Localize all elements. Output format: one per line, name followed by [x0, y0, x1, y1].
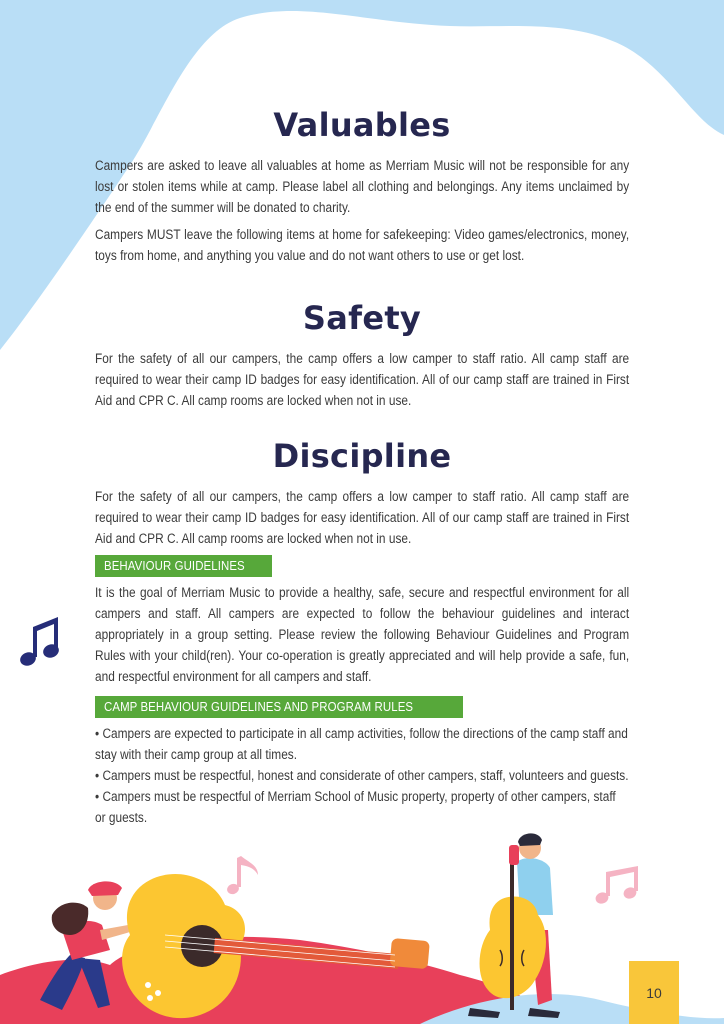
safety-paragraph: For the safety of all our campers, the camp offers a low camper to staff ratio. All camp staff are required to wear their camp ID badges for easy identification. All of our camp staff are trained in First Aid and CPR C. All camp rooms are locked when not in use. — [95, 351, 630, 408]
list-item: • Campers are expected to participate in all camp activities, follow the directions of the camp staff and stay with their camp group at all times. — [95, 726, 628, 762]
valuables-paragraph-2: Campers MUST leave the following items at home for safekeeping: Video games/electronics, money, toys from home, and anything you value and do not want others to use or get lost. — [95, 227, 630, 263]
list-item: • Campers must be respectful, honest and considerate of other campers, staff, volunteers and guests. — [95, 768, 629, 783]
list-item: • Campers must be respectful of Merriam School of Music property, property of other campers, staff or guests. — [95, 789, 616, 825]
discipline-paragraph: For the safety of all our campers, the camp offers a low camper to staff ratio. All camp staff are required to wear their camp ID badges for easy identification. All of our camp staff are trained in First Aid and CPR C. All camp rooms are locked when not in use. — [95, 489, 630, 546]
page-number: 10 — [629, 961, 679, 1024]
music-note-icon — [226, 856, 258, 896]
program-rules-tag-label: CAMP BEHAVIOUR GUIDELINES AND PROGRAM RULES — [104, 699, 414, 714]
behaviour-guidelines-tag-label: BEHAVIOUR GUIDELINES — [104, 558, 245, 573]
music-note-icon — [594, 866, 638, 905]
section-title-safety: Safety — [302, 299, 422, 337]
program-rules-tag — [95, 696, 463, 718]
behaviour-guidelines-paragraph: It is the goal of Merriam Music to provide a healthy, safe, secure and respectful environment for all campers and staff. All campers are expected to follow the behaviour guidelines and interact appropriately in a group setting. Please review the following Behaviour Guidelines and Program Rules with your child(ren). Your co-operation is greatly appreciated and will help provide a safe, fun, and respectful environment for all campers and staff. — [95, 585, 630, 684]
program-rules-list — [95, 723, 629, 828]
valuables-paragraph-1: Campers are asked to leave all valuables at home as Merriam Music will not be responsible for any lost or stolen items while at camp. Please label all clothing and belongings. Any items unclaimed by the end of the summer will be donated to charity. — [95, 158, 630, 215]
section-title-discipline: Discipline — [272, 437, 452, 475]
music-note-icon — [18, 617, 60, 668]
section-title-valuables: Valuables — [273, 106, 451, 144]
behaviour-guidelines-tag — [95, 555, 272, 577]
